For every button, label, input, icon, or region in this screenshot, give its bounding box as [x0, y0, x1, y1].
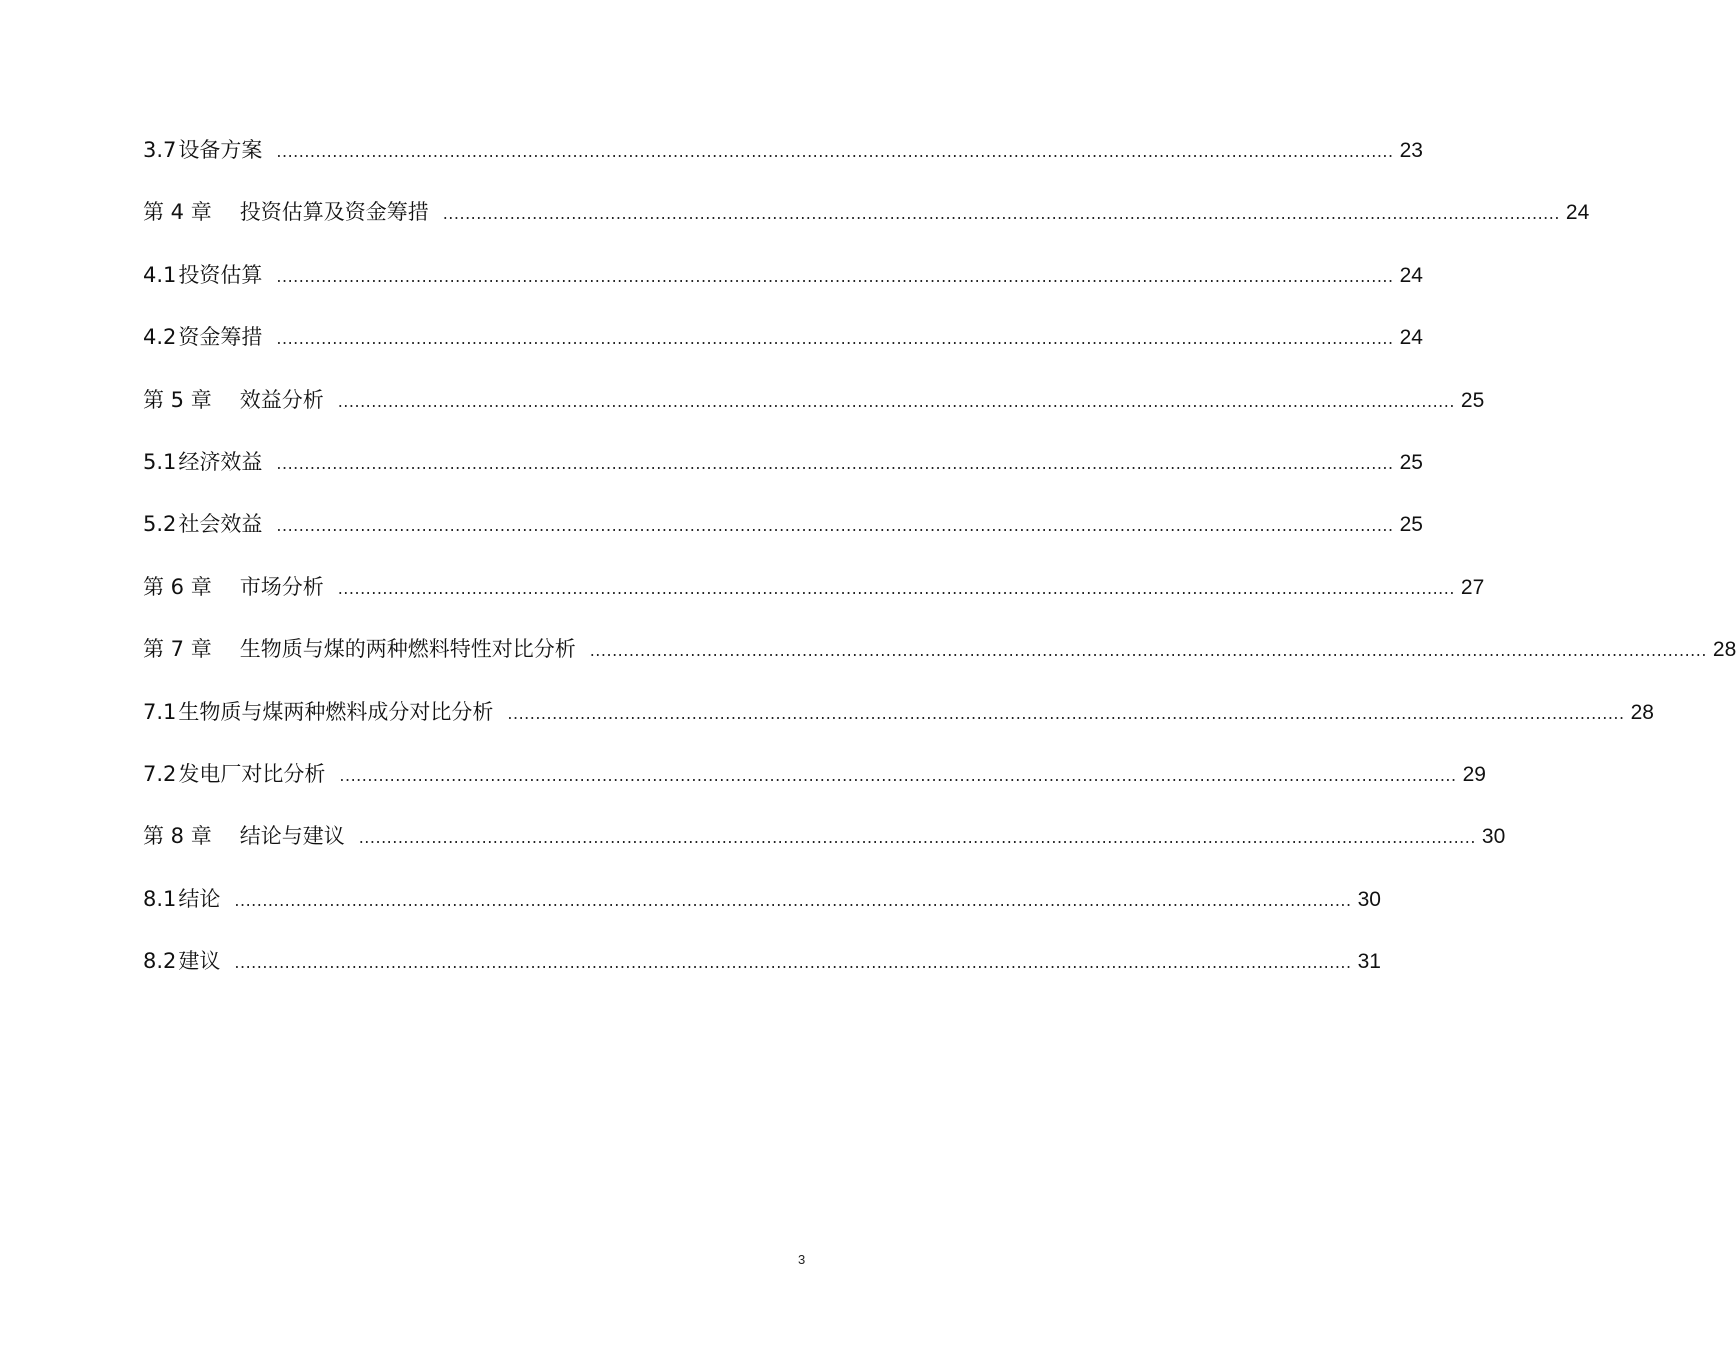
toc-entry[interactable] — [143, 446, 1423, 508]
toc-entry-page: 30 — [1357, 887, 1381, 911]
toc-entry-page: 29 — [1462, 762, 1486, 786]
toc-entry[interactable] — [143, 508, 1423, 570]
toc-entry[interactable] — [143, 883, 1381, 945]
toc-entry-title: 生物质与煤两种燃料成分对比分析 — [178, 699, 494, 724]
toc-entry-page: 31 — [1357, 950, 1381, 974]
toc-entry-number: 7.1 — [143, 699, 177, 724]
toc-entry-number: 第 5 章 — [143, 387, 212, 412]
toc-entry-title: 建议 — [178, 949, 221, 974]
toc-entry[interactable] — [143, 196, 1590, 258]
toc-entry-title: 市场分析 — [239, 574, 324, 599]
dot-leader: ........................................................................................................................................................................................................ — [276, 329, 1394, 349]
toc-entry[interactable] — [143, 134, 1423, 196]
toc-entry-title: 投资估算 — [178, 262, 263, 287]
dot-leader: ........................................................................................................................................................................................................ — [234, 890, 1352, 910]
toc-entry-title: 发电厂对比分析 — [178, 761, 326, 786]
dot-leader: ........................................................................................................................................................................................................ — [442, 204, 1560, 224]
toc-entry-number: 8.1 — [143, 886, 177, 911]
toc-entry-number: 第 6 章 — [143, 574, 212, 599]
toc-entry-title: 社会效益 — [178, 512, 263, 537]
toc-entry[interactable] — [143, 321, 1423, 383]
dot-leader: ........................................................................................................................................................................................................ — [358, 828, 1476, 848]
toc-entry-number: 7.2 — [143, 761, 177, 786]
page-number: 3 — [798, 1252, 806, 1267]
dot-leader: ........................................................................................................................................................................................................ — [339, 765, 1457, 785]
toc-entry-page: 24 — [1399, 326, 1423, 350]
toc-entry-page: 25 — [1460, 388, 1485, 412]
toc-entry-title: 结论 — [178, 886, 221, 911]
toc-entry-title: 结论与建议 — [239, 824, 345, 849]
toc-entry[interactable] — [143, 633, 1736, 695]
dot-leader: ........................................................................................................................................................................................................ — [337, 578, 1455, 598]
toc-entry-number: 8.2 — [143, 949, 177, 974]
toc-entry-number: 5.1 — [143, 449, 177, 474]
dot-leader: ........................................................................................................................................................................................................ — [276, 516, 1394, 536]
toc-entry[interactable] — [143, 384, 1485, 446]
toc-entry-page: 23 — [1399, 139, 1423, 162]
dot-leader: ........................................................................................................................................................................................................ — [234, 953, 1352, 973]
toc-entry-number: 5.2 — [143, 512, 177, 537]
toc-entry[interactable] — [143, 696, 1654, 758]
toc-entry-page: 30 — [1481, 825, 1506, 849]
toc-entry-page: 28 — [1712, 638, 1736, 662]
dot-leader: ........................................................................................................................................................................................................ — [276, 266, 1394, 286]
toc-entry-title: 资金筹措 — [178, 325, 263, 350]
dot-leader: ........................................................................................................................................................................................................ — [507, 703, 1625, 723]
toc-entry-page: 27 — [1460, 575, 1485, 599]
toc-entry-title: 经济效益 — [178, 449, 263, 474]
toc-entry-title: 投资估算及资金筹措 — [239, 200, 429, 225]
toc-entry[interactable] — [143, 945, 1381, 1007]
toc-entry-page: 28 — [1630, 700, 1654, 724]
dot-leader: ........................................................................................................................................................................................................ — [276, 142, 1394, 161]
toc-entry-number: 4.2 — [143, 325, 177, 350]
dot-leader: ........................................................................................................................................................................................................ — [589, 641, 1707, 661]
toc-entry-title: 设备方案 — [178, 138, 263, 162]
toc-entry-number: 第 8 章 — [143, 824, 212, 849]
toc-entry-page: 24 — [1565, 201, 1590, 225]
toc-entry-number: 第 4 章 — [143, 200, 212, 225]
toc-entry[interactable] — [143, 820, 1506, 882]
toc-entry-number: 4.1 — [143, 262, 177, 287]
toc-entry[interactable] — [143, 571, 1485, 633]
dot-leader: ........................................................................................................................................................................................................ — [276, 453, 1394, 473]
toc-entry-title: 效益分析 — [239, 387, 324, 412]
toc-entry-title: 生物质与煤的两种燃料特性对比分析 — [239, 637, 576, 662]
dot-leader: ........................................................................................................................................................................................................ — [337, 391, 1455, 411]
toc-entry-number: 3.7 — [143, 138, 177, 162]
toc-entry-page: 25 — [1399, 513, 1423, 537]
toc-entry[interactable] — [143, 259, 1423, 321]
toc-entry[interactable] — [143, 758, 1486, 820]
toc-entry-page: 24 — [1399, 263, 1423, 287]
toc-entry-number: 第 7 章 — [143, 637, 212, 662]
table-of-contents — [143, 134, 1736, 1007]
toc-entry-page: 25 — [1399, 450, 1423, 474]
